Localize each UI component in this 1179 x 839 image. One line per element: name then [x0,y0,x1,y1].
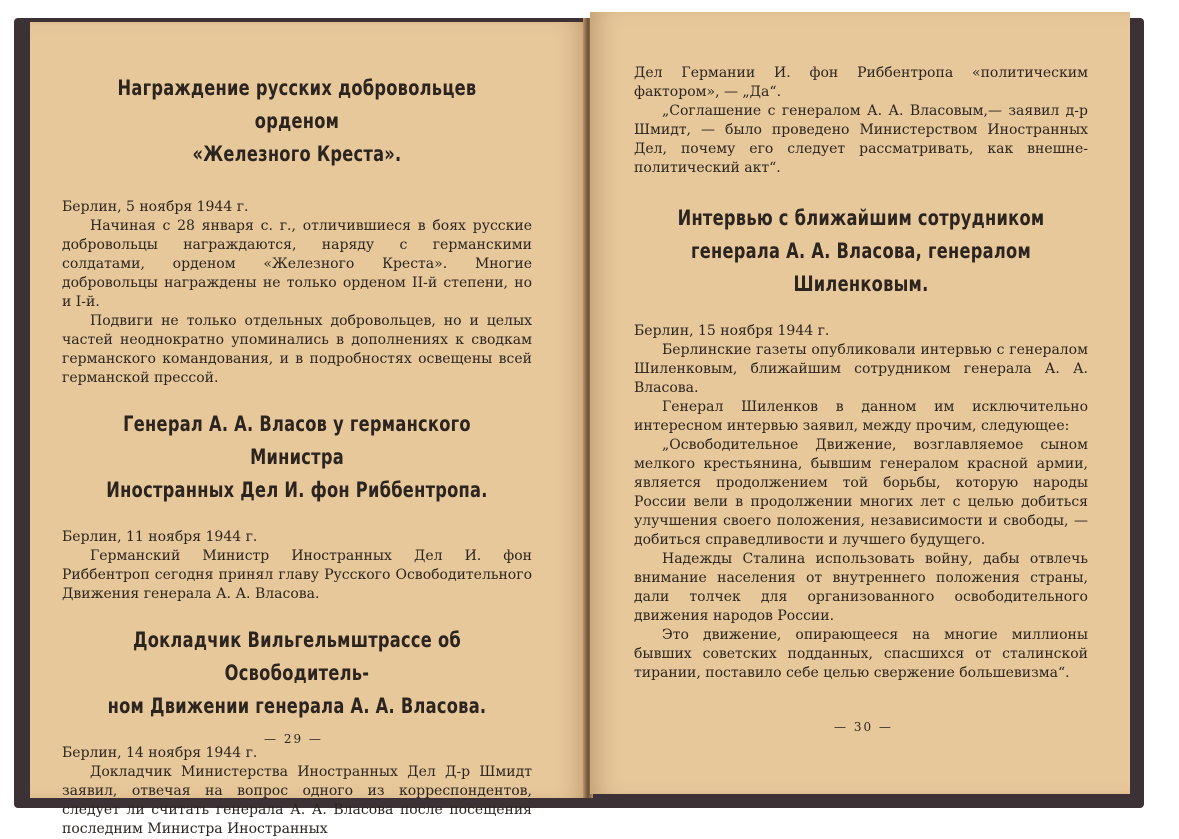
section-title: Докладчик Вильгельмштрассе об Освободитель- ном Движении генерала А. А. Власова. [107,628,487,718]
paragraph: Это движение, опирающееся на многие миллионы бывших советских подданных, спасшихся от сталинской тирании, поставило себе целью свержение большевизма“. [634,627,1088,681]
paragraph: Подвиги не только отдельных добровольцев, но и целых частей неоднократно упоминались в дополнениях к сводкам германского командования, и в подробностях освещены всей германской прессой. [62,313,532,386]
section-title: Генерал А. А. Власов у германского Министра Иностранных Дел И. фон Риббентропа. [106,412,488,502]
dateline: Берлин, 5 ноября 1944 г. [62,199,249,215]
dateline: Берлин, 14 ноября 1944 г. [62,745,258,761]
dateline: Берлин, 11 ноября 1944 г. [62,529,258,545]
page-number: — 30 — [834,720,893,734]
page-number: — 29 — [264,732,323,746]
paragraph: „Освободительное Движение, возглавляемое сыном мелкого крестьянина, бывшим генералом красной армии, является продолжением той борьбы, которую народы России вели в продолжении многих лет с целью добиться улучшения своего положения, независимости и свободы, — добиться справедливости и лучшего будущего. [634,437,1088,548]
paragraph: Германский Министр Иностранных Дел И. фон Риббентроп сегодня принял главу Русского Освободительного Движения генерала А. А. Власова. [62,548,532,602]
section-title: Награждение русских добровольцев орденом «Железного Креста». [117,76,477,166]
right-page-content [634,64,1088,683]
paragraph: Берлинские газеты опубликовали интервью с генералом Шиленковым, ближайшим сотрудником генерала А. А. Власова. [634,342,1088,396]
paragraph: Докладчик Министерства Иностранных Дел Д-р Шмидт заявил, отвечая на вопрос одного из корреспондентов, следует ли считать генерала А. А. Власова после посещения последним Министра Иностранных [62,764,532,837]
paragraph: Дел Германии И. фон Риббентропа «политическим фактором», — „Да“. [634,65,1088,100]
paragraph: „Соглашение с генералом А. А. Власовым,— заявил д-р Шмидт, — было проведено Министерством Иностранных Дел, почему его следует рассматривать, как внешне-политический акт“. [634,103,1088,176]
dateline: Берлин, 15 ноября 1944 г. [634,323,830,339]
paragraph: Надежды Сталина использовать войну, дабы отвлечь внимание населения от внутреннего положения страны, дали толчек для организованного освободительного движения народов России. [634,551,1088,624]
right-page [590,12,1130,794]
section-title: Интервью с ближайшим сотрудником генерала А. А. Власова, генералом Шиленковым. [677,206,1045,296]
paragraph: Начиная с 28 января с. г., отличившиеся в боях русские добровольцы награждаются, наряду с германскими солдатами, орденом «Железного Креста». Многие добровольцы награждены не только орденом II-й степени, но и I-й. [62,218,532,310]
left-page-content [62,72,532,839]
left-page [30,22,586,837]
paragraph: Генерал Шиленков в данном им исключительно интересном интервью заявил, между прочим, следующее: [634,399,1088,434]
